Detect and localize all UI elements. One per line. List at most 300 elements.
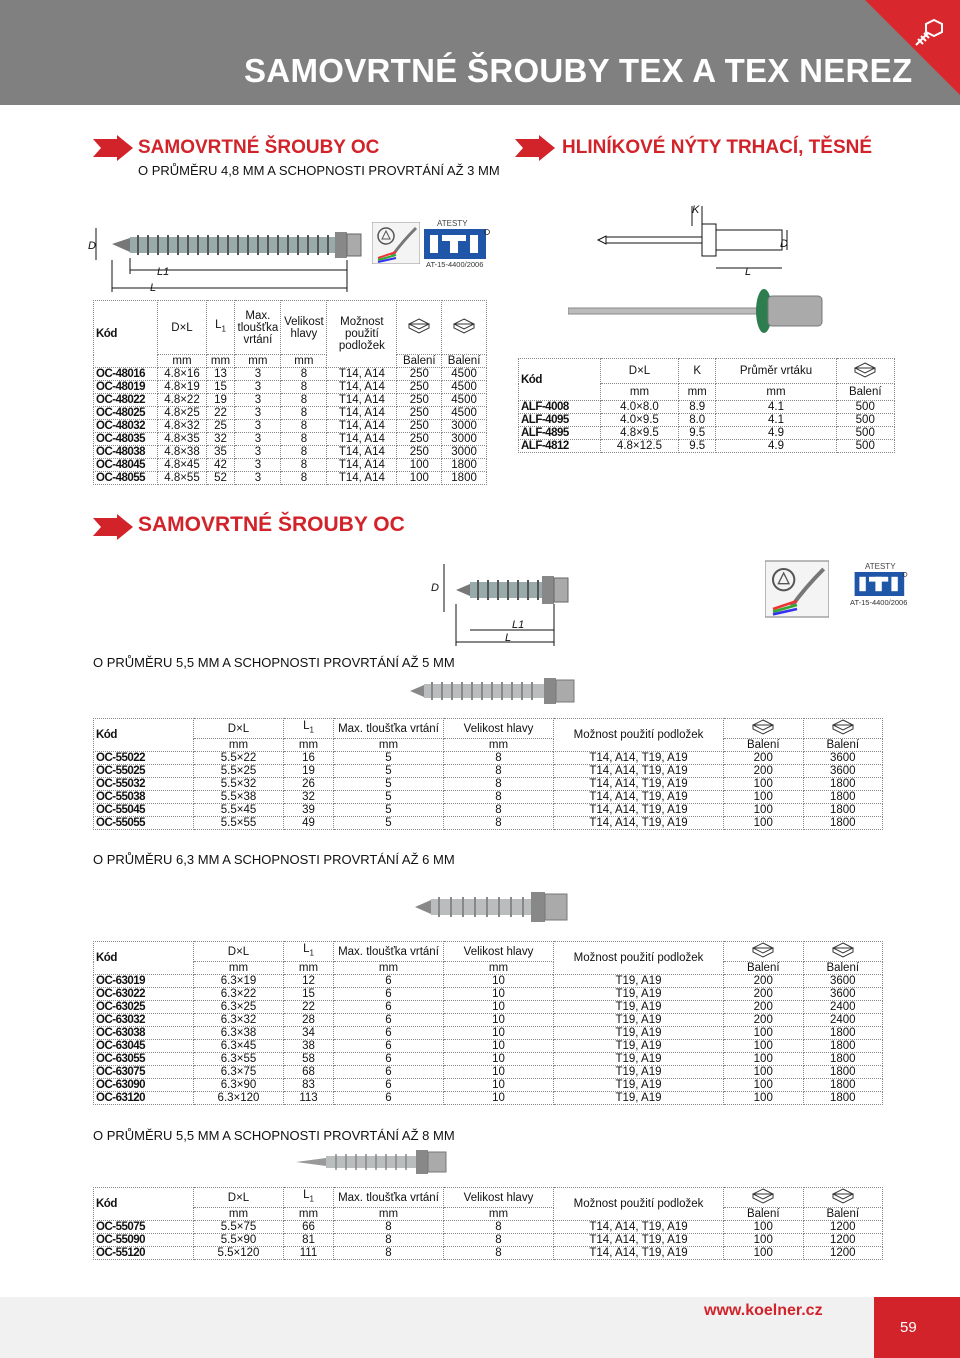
dim-k-label: K [692, 204, 700, 216]
screw-drawing-48 [90, 210, 390, 300]
table-cell: 250 [397, 420, 442, 433]
table-row [94, 1221, 883, 1234]
table-row [94, 1040, 883, 1053]
table-cell: 100 [397, 472, 442, 485]
table-cell: 200 [724, 765, 804, 778]
unit: mm [334, 1208, 444, 1221]
atesty-code: AT-15-4400/2006 [426, 260, 484, 269]
table-cell: 1800 [442, 472, 487, 485]
product-code: OC-63022 [94, 988, 194, 1001]
section-title-oc-48: SAMOVRTNÉ ŠROUBY OC [138, 137, 380, 158]
table-cell: 83 [284, 1079, 334, 1092]
table-oc-48 [93, 300, 487, 485]
table-cell: 6 [334, 975, 444, 988]
product-code: OC-55055 [94, 817, 194, 830]
table-cell: 28 [284, 1014, 334, 1027]
table-cell: 100 [724, 1040, 804, 1053]
atesty-label: ATESTY [437, 219, 468, 228]
unit: Balení [397, 355, 442, 368]
header-l1: $L_1$ [284, 1188, 334, 1208]
table-cell: 9.5 [678, 440, 716, 453]
table-row [519, 427, 895, 440]
table-cell: 8 [281, 368, 327, 381]
table-cell: 6.3×55 [194, 1053, 284, 1066]
screw-photo-55-8 [296, 1148, 456, 1176]
table-cell: 6 [334, 1001, 444, 1014]
table-cell: 15 [284, 988, 334, 1001]
iti-logo-icon [846, 572, 916, 596]
unit: mm [158, 355, 206, 368]
table-cell: 8 [281, 407, 327, 420]
table-cell: 1800 [803, 817, 883, 830]
table-cell: 6 [334, 1053, 444, 1066]
dim-l-label: L [505, 632, 512, 644]
product-code: OC-63019 [94, 975, 194, 988]
header-vel: Velikost hlavy [444, 942, 554, 962]
table-cell: 19 [206, 394, 235, 407]
table-cell: 111 [284, 1247, 334, 1260]
product-code: OC-63055 [94, 1053, 194, 1066]
product-code: ALF-4008 [519, 401, 601, 414]
table-row [519, 440, 895, 453]
product-code: OC-63038 [94, 1027, 194, 1040]
unit: mm [206, 355, 235, 368]
unit: mm [601, 384, 679, 401]
table-cell: 5 [334, 804, 444, 817]
table-cell: 250 [397, 381, 442, 394]
product-code: OC-48022 [94, 394, 158, 407]
table-cell: 200 [724, 1001, 804, 1014]
drill-symbol-icon [372, 222, 420, 264]
table-cell: 5 [334, 752, 444, 765]
section-subtitle-oc-55: O PRŮMĚRU 5,5 MM A SCHOPNOSTI PROVRTÁNÍ AŽ 5 MM [93, 655, 455, 670]
table-cell: 100 [724, 1053, 804, 1066]
dim-d-label: D [780, 238, 788, 250]
table-cell: 5.5×55 [194, 817, 284, 830]
table-cell: 66 [284, 1221, 334, 1234]
table-cell: 5 [334, 765, 444, 778]
table-cell: 1200 [803, 1247, 883, 1260]
washer-icon [724, 942, 804, 962]
table-cell: 16 [284, 752, 334, 765]
website-link[interactable]: www.koelner.cz [704, 1302, 823, 1319]
table-oc-63 [93, 941, 883, 1105]
table-cell: 100 [724, 1079, 804, 1092]
table-cell: T19, A19 [554, 1027, 724, 1040]
table-cell: 6.3×45 [194, 1040, 284, 1053]
table-cell: 1800 [803, 1092, 883, 1105]
unit: Balení [724, 739, 804, 752]
table-cell: 10 [444, 1066, 554, 1079]
table-cell: T14, A14 [327, 381, 397, 394]
product-code: OC-63025 [94, 1001, 194, 1014]
section-title-rivets: HLINÍKOVÉ NÝTY TRHACÍ, TĚSNÉ [562, 137, 873, 158]
header-l1: $L_1$ [206, 301, 235, 355]
table-cell: 34 [284, 1027, 334, 1040]
product-code: OC-48035 [94, 433, 158, 446]
table-oc-55-8 [93, 1187, 883, 1260]
product-code: OC-48016 [94, 368, 158, 381]
unit: mm [194, 739, 284, 752]
table-cell: 8 [444, 765, 554, 778]
table-cell: 3000 [442, 446, 487, 459]
header-dxl: D×L [194, 1188, 284, 1208]
table-cell: 39 [284, 804, 334, 817]
table-cell: 3600 [803, 988, 883, 1001]
table-cell: 10 [444, 1040, 554, 1053]
dim-l-label: L [745, 266, 752, 278]
table-cell: 6 [334, 1027, 444, 1040]
unit: mm [444, 1208, 554, 1221]
product-code: OC-55045 [94, 804, 194, 817]
unit: Balení [836, 384, 895, 401]
unit: mm [284, 962, 334, 975]
section-subtitle-oc-48: O PRŮMĚRU 4,8 MM A SCHOPNOSTI PROVRTÁNÍ AŽ 3 MM [138, 163, 500, 178]
table-cell: 8 [444, 791, 554, 804]
table-cell: 100 [724, 1066, 804, 1079]
page-number-box [874, 1297, 960, 1358]
table-cell: 2400 [803, 1001, 883, 1014]
table-row [94, 791, 883, 804]
header-dxl: D×L [194, 719, 284, 739]
table-cell: 8 [281, 420, 327, 433]
product-code: OC-48025 [94, 407, 158, 420]
table-cell: 100 [724, 804, 804, 817]
table-row [94, 804, 883, 817]
table-cell: 8 [444, 1234, 554, 1247]
dim-l-label: L [150, 282, 157, 294]
table-cell: 6.3×25 [194, 1001, 284, 1014]
table-cell: 10 [444, 988, 554, 1001]
table-row [94, 1001, 883, 1014]
table-cell: 8 [281, 446, 327, 459]
table-cell: 100 [724, 1221, 804, 1234]
table-cell: 5.5×45 [194, 804, 284, 817]
table-cell: 4.8×16 [158, 368, 206, 381]
table-cell: 100 [724, 1247, 804, 1260]
table-cell: 10 [444, 1092, 554, 1105]
table-cell: 8.9 [678, 401, 716, 414]
table-cell: 10 [444, 1014, 554, 1027]
table-cell: 5.5×32 [194, 778, 284, 791]
table-cell: 22 [206, 407, 235, 420]
table-cell: T19, A19 [554, 1079, 724, 1092]
table-cell: 49 [284, 817, 334, 830]
table-row [94, 765, 883, 778]
unit: Balení [724, 962, 804, 975]
table-cell: 100 [724, 778, 804, 791]
table-row [94, 1234, 883, 1247]
table-cell: 3 [235, 407, 281, 420]
table-cell: 8 [334, 1234, 444, 1247]
unit: mm [194, 962, 284, 975]
product-code: OC-63090 [94, 1079, 194, 1092]
table-cell: 8 [281, 459, 327, 472]
table-cell: 1800 [803, 778, 883, 791]
header-kod: Kód [94, 719, 194, 752]
table-cell: T14, A14, T19, A19 [554, 752, 724, 765]
header-max: Max. tloušťka vrtání [235, 301, 281, 355]
table-row [94, 1066, 883, 1079]
product-code: OC-48032 [94, 420, 158, 433]
rivet-photo [568, 286, 824, 336]
page-title: SAMOVRTNÉ ŠROUBY TEX A TEX NEREZ [244, 52, 913, 89]
table-cell: 4.8×35 [158, 433, 206, 446]
table-cell: T14, A14 [327, 420, 397, 433]
table-cell: 22 [284, 1001, 334, 1014]
atesty-label: ATESTY [865, 562, 896, 571]
dim-l1-label: L1 [512, 619, 525, 631]
table-cell: 4.9 [716, 427, 836, 440]
table-cell: 3000 [442, 433, 487, 446]
table-cell: 500 [836, 414, 895, 427]
table-cell: T14, A14, T19, A19 [554, 778, 724, 791]
product-code: OC-48038 [94, 446, 158, 459]
table-cell: 6 [334, 1040, 444, 1053]
table-cell: 6 [334, 988, 444, 1001]
table-cell: 5.5×90 [194, 1234, 284, 1247]
table-cell: 26 [284, 778, 334, 791]
table-cell: 5 [334, 778, 444, 791]
table-cell: 3 [235, 433, 281, 446]
table-cell: 3 [235, 472, 281, 485]
product-code: ALF-4895 [519, 427, 601, 440]
section-subtitle-oc-55-8: O PRŮMĚRU 5,5 MM A SCHOPNOSTI PROVRTÁNÍ AŽ 8 MM [93, 1128, 455, 1143]
washer-icon [803, 1188, 883, 1208]
page-number: 59 [900, 1319, 917, 1336]
table-cell: 3000 [442, 420, 487, 433]
unit: mm [284, 1208, 334, 1221]
unit: mm [678, 384, 716, 401]
unit: mm [235, 355, 281, 368]
table-row [94, 368, 487, 381]
table-cell: 6 [334, 1092, 444, 1105]
table-row [94, 817, 883, 830]
unit: mm [281, 355, 327, 368]
table-cell: 4.8×38 [158, 446, 206, 459]
table-row [94, 1053, 883, 1066]
table-row [94, 1092, 883, 1105]
table-cell: 5 [334, 791, 444, 804]
table-cell: 100 [724, 1092, 804, 1105]
product-code: OC-48045 [94, 459, 158, 472]
screw-photo-55 [410, 676, 590, 706]
unit: mm [444, 962, 554, 975]
table-cell: 9.5 [678, 427, 716, 440]
table-cell: 4.1 [716, 414, 836, 427]
table-cell: 2400 [803, 1014, 883, 1027]
table-cell: 68 [284, 1066, 334, 1079]
table-cell: 35 [206, 446, 235, 459]
unit: mm [716, 384, 836, 401]
dim-l1-label: L1 [157, 266, 170, 278]
table-row [519, 401, 895, 414]
table-cell: 1800 [803, 1027, 883, 1040]
table-cell: 3 [235, 459, 281, 472]
washer-icon [803, 719, 883, 739]
table-cell: 1800 [803, 1053, 883, 1066]
table-cell: 5.5×38 [194, 791, 284, 804]
table-cell: 4500 [442, 407, 487, 420]
table-rivets [518, 358, 895, 453]
table-cell: 8 [334, 1247, 444, 1260]
table-cell: 5 [334, 817, 444, 830]
table-cell: 3 [235, 420, 281, 433]
header-prumer: Průměr vrtáku [716, 359, 836, 384]
dim-d-label: D [88, 240, 96, 252]
product-code: OC-55075 [94, 1221, 194, 1234]
table-cell: 3600 [803, 752, 883, 765]
section-arrow-icon [93, 514, 133, 540]
table-cell: 6.3×19 [194, 975, 284, 988]
table-cell: 12 [284, 975, 334, 988]
product-code: ALF-4095 [519, 414, 601, 427]
washer-icon [442, 301, 487, 355]
table-cell: T19, A19 [554, 1053, 724, 1066]
table-row [94, 472, 487, 485]
table-cell: 10 [444, 1053, 554, 1066]
product-code: OC-55120 [94, 1247, 194, 1260]
table-cell: 113 [284, 1092, 334, 1105]
table-cell: 8 [444, 1247, 554, 1260]
table-cell: 100 [724, 791, 804, 804]
header-dxl: D×L [158, 301, 206, 355]
table-cell: 1200 [803, 1221, 883, 1234]
table-cell: 8 [444, 778, 554, 791]
table-cell: 19 [284, 765, 334, 778]
table-cell: 250 [397, 446, 442, 459]
table-row [94, 433, 487, 446]
table-cell: 1800 [803, 791, 883, 804]
table-cell: 4.8×9.5 [601, 427, 679, 440]
table-cell: 6.3×90 [194, 1079, 284, 1092]
header-moz: Možnost použití podložek [554, 719, 724, 752]
table-cell: T19, A19 [554, 975, 724, 988]
table-cell: 4.0×9.5 [601, 414, 679, 427]
table-cell: 5.5×120 [194, 1247, 284, 1260]
table-cell: T14, A14, T19, A19 [554, 1221, 724, 1234]
table-cell: 250 [397, 407, 442, 420]
table-cell: 4.8×32 [158, 420, 206, 433]
drill-symbol-icon [765, 560, 829, 618]
table-row [94, 752, 883, 765]
product-code: OC-48055 [94, 472, 158, 485]
table-cell: 32 [206, 433, 235, 446]
washer-icon [803, 942, 883, 962]
table-cell: 8 [444, 804, 554, 817]
section-arrow-icon [93, 135, 133, 161]
table-cell: T14, A14 [327, 433, 397, 446]
table-cell: 250 [397, 394, 442, 407]
table-cell: 32 [284, 791, 334, 804]
table-cell: 1800 [803, 804, 883, 817]
unit: mm [444, 739, 554, 752]
atesty-code: AT-15-4400/2006 [850, 598, 908, 607]
table-cell: 6.3×32 [194, 1014, 284, 1027]
table-cell: T19, A19 [554, 1014, 724, 1027]
table-cell: 250 [397, 433, 442, 446]
section-subtitle-oc-63: O PRŮMĚRU 6,3 MM A SCHOPNOSTI PROVRTÁNÍ AŽ 6 MM [93, 852, 455, 867]
table-row [94, 446, 487, 459]
table-cell: T14, A14, T19, A19 [554, 817, 724, 830]
table-cell: 10 [444, 975, 554, 988]
table-cell: 8 [281, 472, 327, 485]
table-row [94, 394, 487, 407]
table-cell: 8 [281, 433, 327, 446]
box-icon [836, 359, 895, 384]
header-vel: Velikost hlavy [444, 719, 554, 739]
table-cell: 58 [284, 1053, 334, 1066]
unit: Balení [803, 962, 883, 975]
table-cell: 100 [397, 459, 442, 472]
table-cell: 5.5×22 [194, 752, 284, 765]
table-cell: T19, A19 [554, 1092, 724, 1105]
table-cell: 1800 [803, 1079, 883, 1092]
table-cell: 5.5×25 [194, 765, 284, 778]
header-vel: Velikost hlavy [444, 1188, 554, 1208]
header-kod: Kód [94, 942, 194, 975]
table-cell: 6 [334, 1079, 444, 1092]
table-cell: 8 [281, 394, 327, 407]
product-code: OC-63075 [94, 1066, 194, 1079]
table-oc-55 [93, 718, 883, 830]
table-cell: 10 [444, 1001, 554, 1014]
dim-d-label: D [431, 582, 439, 594]
table-cell: 6 [334, 1014, 444, 1027]
section-title-oc-55: SAMOVRTNÉ ŠROUBY OC [138, 513, 405, 536]
table-cell: 6 [334, 1066, 444, 1079]
table-cell: 10 [444, 1027, 554, 1040]
table-cell: T19, A19 [554, 1066, 724, 1079]
table-cell: 500 [836, 427, 895, 440]
table-row [94, 1014, 883, 1027]
table-cell: 3 [235, 394, 281, 407]
table-cell: T19, A19 [554, 1001, 724, 1014]
header-l1: $L_1$ [284, 942, 334, 962]
table-cell: T14, A14 [327, 368, 397, 381]
table-cell: 6.3×75 [194, 1066, 284, 1079]
table-cell: 100 [724, 1027, 804, 1040]
table-cell: 8 [444, 1221, 554, 1234]
product-code: OC-55038 [94, 791, 194, 804]
table-cell: 8 [444, 752, 554, 765]
unit: mm [284, 739, 334, 752]
unit: Balení [442, 355, 487, 368]
table-cell: T14, A14, T19, A19 [554, 1234, 724, 1247]
table-cell: 6.3×120 [194, 1092, 284, 1105]
table-cell: 200 [724, 975, 804, 988]
table-cell: 25 [206, 420, 235, 433]
table-cell: T14, A14 [327, 472, 397, 485]
header-l1: $L_1$ [284, 719, 334, 739]
table-cell: 500 [836, 440, 895, 453]
screw-photo-63 [415, 890, 595, 924]
table-cell: 3 [235, 381, 281, 394]
header-dxl: D×L [194, 942, 284, 962]
table-cell: 4.8×45 [158, 459, 206, 472]
table-cell: T14, A14, T19, A19 [554, 1247, 724, 1260]
table-cell: T19, A19 [554, 1040, 724, 1053]
washer-icon [724, 1188, 804, 1208]
table-cell: 4.8×12.5 [601, 440, 679, 453]
table-cell: T14, A14 [327, 459, 397, 472]
table-row [94, 975, 883, 988]
unit: Balení [803, 1208, 883, 1221]
table-row [94, 1079, 883, 1092]
table-cell: T14, A14 [327, 394, 397, 407]
washer-icon [397, 301, 442, 355]
header-moz: Možnost použití podložek [327, 301, 397, 368]
